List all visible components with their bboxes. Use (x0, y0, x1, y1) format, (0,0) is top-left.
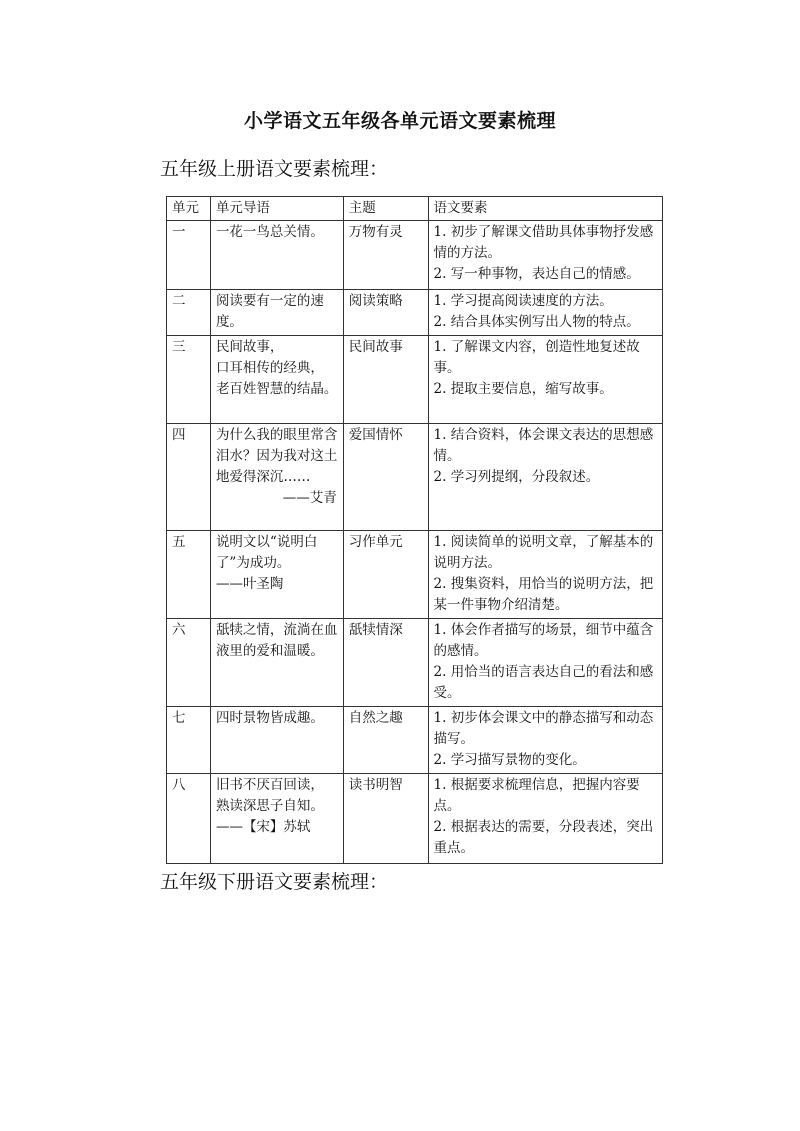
intro-line: 阅读要有一定的速度。 (215, 293, 324, 330)
table-row (167, 221, 663, 290)
elements-cell (428, 221, 662, 290)
element-item: 2. 提取主要信息，缩写故事。 (433, 381, 613, 397)
unit-cell: 一 (167, 221, 211, 290)
intro-line: ——叶圣陶 (215, 576, 284, 592)
elements-cell (428, 336, 662, 424)
intro-line: 四时景物皆成趣。 (215, 710, 324, 726)
intro-line: 为什么我的眼里常含泪水？因为我对这土地爱得深沉…… (215, 427, 338, 485)
intro-cell (210, 336, 343, 424)
element-item: 1. 学习提高阅读速度的方法。 (433, 293, 613, 309)
element-item: 1. 根据要求梳理信息，把握内容要点。 (433, 777, 640, 814)
elements-cell (428, 424, 662, 531)
table-row (167, 707, 663, 774)
table-row (167, 774, 663, 864)
table-row (167, 336, 663, 424)
theme-cell: 习作单元 (343, 531, 428, 619)
element-item: 1. 阅读简单的说明文章，了解基本的说明方法。 (433, 534, 654, 571)
intro-line: 说明文以“说明白了”为成功。 (215, 534, 318, 571)
intro-line: 老百姓智慧的结晶。 (215, 381, 338, 397)
upper-volume-heading: 五年级上册语文要素梳理： (160, 158, 389, 180)
lower-volume-heading: 五年级下册语文要素梳理： (160, 871, 389, 893)
intro-line: 舐犊之情，流淌在血液里的爱和温暖。 (215, 622, 338, 659)
intro-cell (210, 290, 343, 336)
elements-cell (428, 707, 662, 774)
table-row (167, 619, 663, 707)
header-unit: 单元 (167, 197, 211, 221)
theme-cell: 舐犊情深 (343, 619, 428, 707)
unit-cell: 七 (167, 707, 211, 774)
document-title: 小学语文五年级各单元语文要素梳理 (243, 110, 556, 132)
element-item: 2. 结合具体实例写出人物的特点。 (433, 314, 640, 330)
element-item: 2. 根据表达的需要，分段表述，突出重点。 (433, 819, 654, 856)
unit-cell: 八 (167, 774, 211, 864)
intro-author: ——艾青 (282, 490, 337, 506)
header-theme: 主题 (343, 197, 428, 221)
header-unit-intro: 单元导语 (210, 197, 343, 221)
table-header-row (167, 197, 663, 221)
intro-line: 旧书不厌百回读， (215, 777, 324, 793)
intro-cell (210, 531, 343, 619)
element-item: 2. 搜集资料，用恰当的说明方法，把某一件事物介绍清楚。 (433, 576, 654, 613)
header-language-elements: 语文要素 (428, 197, 662, 221)
unit-cell: 三 (167, 336, 211, 424)
intro-cell (210, 707, 343, 774)
theme-cell: 读书明智 (343, 774, 428, 864)
unit-cell: 二 (167, 290, 211, 336)
element-item: 1. 了解课文内容，创造性地复述故事。 (433, 339, 640, 376)
elements-cell (428, 290, 662, 336)
table-row (167, 290, 663, 336)
element-item: 1. 初步了解课文借助具体事物抒发感情的方法。 (433, 224, 654, 261)
theme-cell: 自然之趣 (343, 707, 428, 774)
intro-line: 民间故事， (215, 339, 284, 355)
unit-cell: 六 (167, 619, 211, 707)
theme-cell: 爱国情怀 (343, 424, 428, 531)
unit-cell: 五 (167, 531, 211, 619)
element-item: 2. 写一种事物，表达自己的情感。 (433, 266, 640, 282)
intro-cell (210, 424, 343, 531)
intro-line: 口耳相传的经典， (215, 360, 324, 376)
element-item: 1. 初步体会课文中的静态描写和动态描写。 (433, 710, 654, 747)
language-elements-table (166, 196, 663, 864)
element-item: 1. 结合资料，体会课文表达的思想感情。 (433, 427, 654, 464)
elements-cell (428, 531, 662, 619)
elements-cell (428, 619, 662, 707)
element-item: 2. 用恰当的语言表达自己的看法和感受。 (433, 664, 654, 701)
intro-cell (210, 619, 343, 707)
element-item: 2. 学习描写景物的变化。 (433, 752, 586, 768)
intro-cell (210, 221, 343, 290)
theme-cell: 民间故事 (343, 336, 428, 424)
intro-line: 熟读深思子自知。 (215, 798, 324, 814)
intro-line: ——【宋】苏轼 (215, 819, 311, 835)
theme-cell: 阅读策略 (343, 290, 428, 336)
intro-line: 一花一鸟总关情。 (215, 224, 324, 240)
theme-cell: 万物有灵 (343, 221, 428, 290)
elements-cell (428, 774, 662, 864)
intro-cell (210, 774, 343, 864)
element-item: 1. 体会作者描写的场景，细节中蕴含的感情。 (433, 622, 654, 659)
table-row (167, 531, 663, 619)
element-item: 2. 学习列提纲，分段叙述。 (433, 469, 600, 485)
table-row (167, 424, 663, 531)
unit-cell: 四 (167, 424, 211, 531)
